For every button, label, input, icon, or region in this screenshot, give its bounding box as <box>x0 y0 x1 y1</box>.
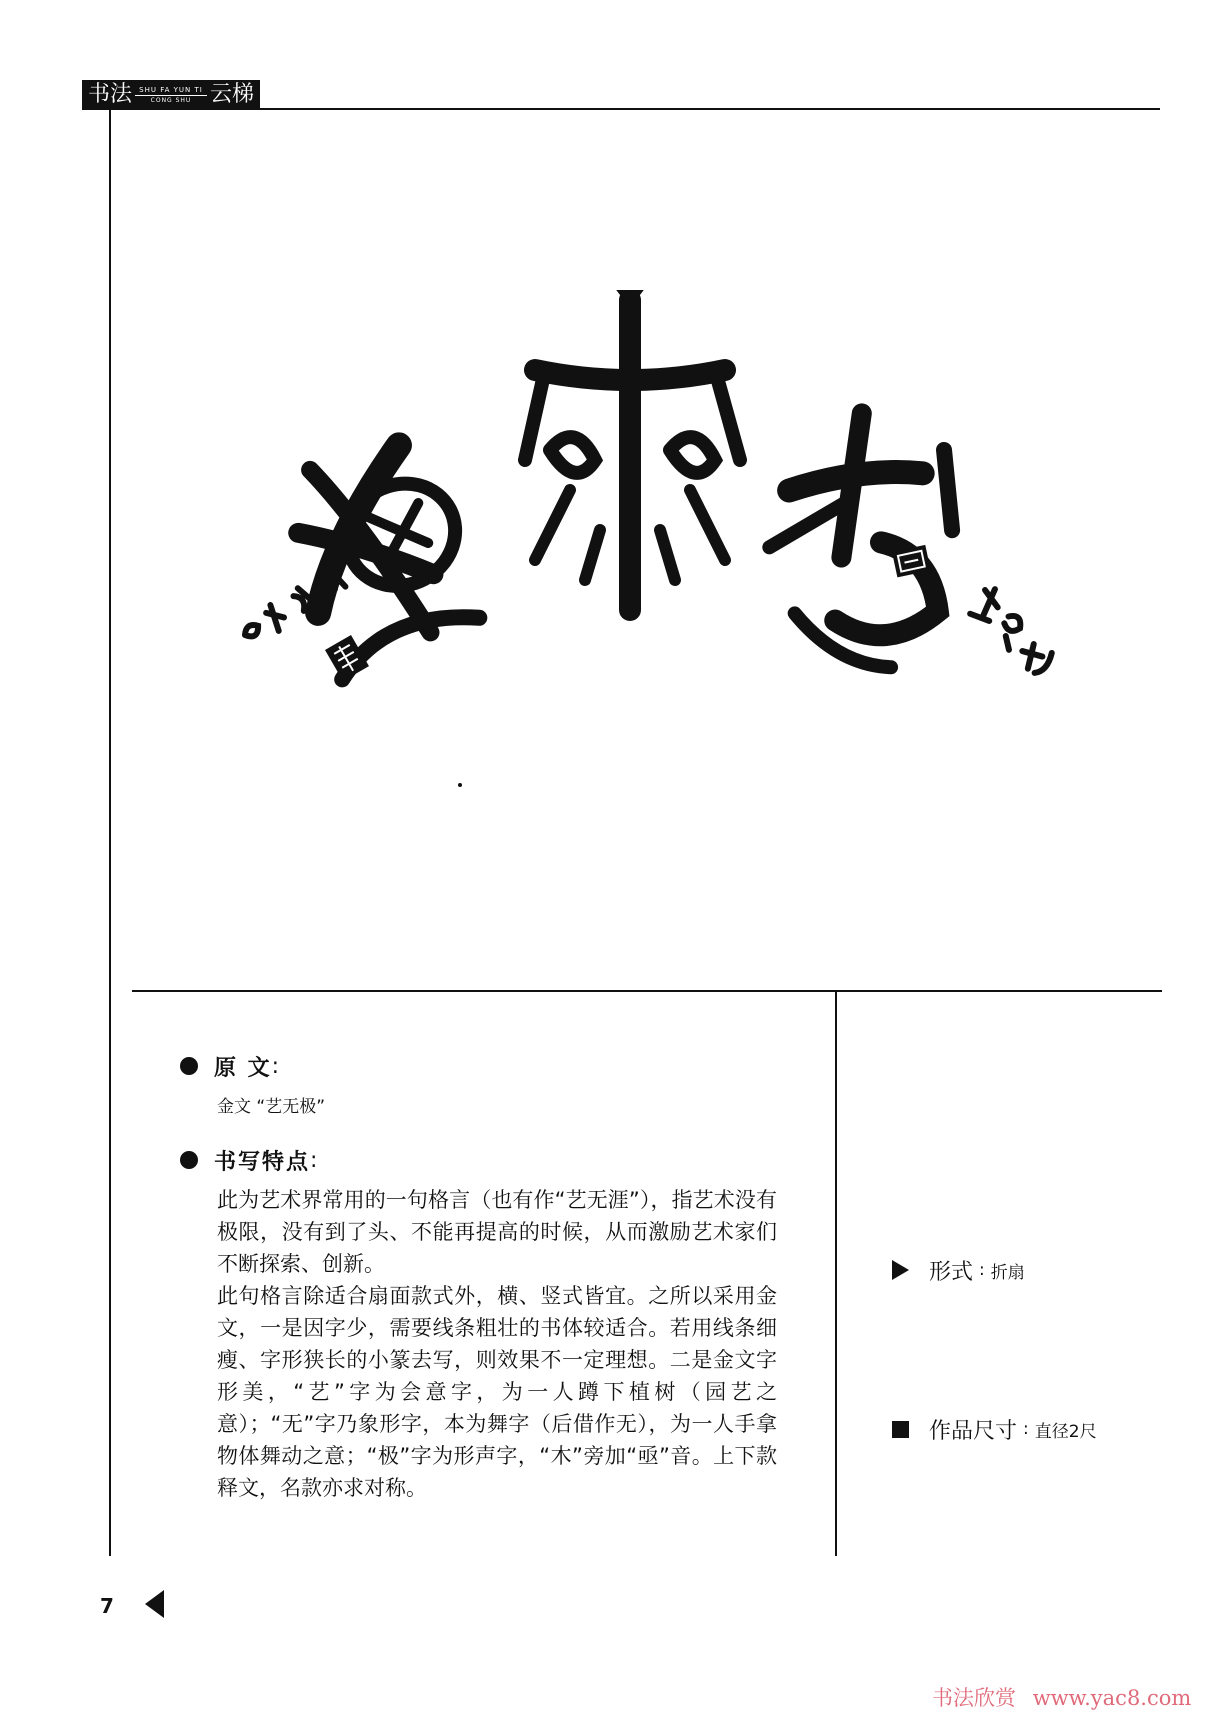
header-rule <box>260 108 1160 110</box>
series-subtitle-line2: CONG SHU <box>150 97 192 104</box>
original-text-heading <box>180 1050 800 1082</box>
triangle-bullet-icon <box>892 1260 909 1280</box>
watermark-name: 书法欣赏 <box>932 1686 1016 1710</box>
writing-features-paragraph-2: 此句格言除适合扇面款式外，横、竖式皆宜。之所以采用金文，一是因字少，需要线条粗壮的书体较适合。若用线条细瘦、字形狭长的小篆去写，则效果不一定理想。二是金文字形美，“艺”字为会意字，为一人蹲下植树（园艺之意）；“无”字乃象形字，本为舞字（后借作无），为一人手拿物体舞动之意；“极”字为形声字，“木”旁加“亟”音。上下款释文，名款亦求对称。 <box>217 1284 777 1500</box>
writing-features-heading <box>180 1144 800 1176</box>
series-subtitle-line1: SHU FA YUN TI <box>139 86 203 94</box>
glyph-ji <box>737 399 999 683</box>
form-value: 折扇 <box>990 1262 1025 1283</box>
series-title-tab <box>82 80 260 110</box>
size-colon: : <box>1023 1419 1029 1439</box>
left-margin-rule <box>109 108 111 1556</box>
bullet-dot-icon <box>180 1151 198 1169</box>
artwork-bottom-rule <box>132 990 1162 992</box>
original-text-content: 金文 “艺无极” <box>217 1097 326 1117</box>
bullet-dot-icon <box>180 1057 198 1075</box>
column-divider <box>835 990 837 1556</box>
original-text-label: 原 文 <box>214 1055 272 1081</box>
heading-colon: : <box>271 1053 280 1079</box>
form-info <box>892 1254 1025 1286</box>
square-bullet-icon <box>892 1421 909 1438</box>
writing-features-section <box>180 1144 800 1504</box>
size-label: 作品尺寸 <box>929 1418 1018 1444</box>
writing-features-paragraph-1: 此为艺术界常用的一句格言（也有作“艺无涯”），指艺术没有极限，没有到了头、不能再提高的时候，从而激励艺术家们不断探索、创新。 <box>217 1188 777 1276</box>
glyph-yi <box>248 421 501 689</box>
series-subtitle <box>135 86 207 104</box>
site-watermark <box>932 1682 1191 1712</box>
original-text-section <box>180 1050 800 1120</box>
series-title-right: 云梯 <box>209 82 254 107</box>
series-title-left: 书法 <box>88 82 133 107</box>
fan-pivot-dot <box>458 783 462 787</box>
form-label: 形式 <box>929 1259 974 1285</box>
heading-colon: : <box>310 1147 318 1173</box>
title-inscription <box>962 585 1067 676</box>
watermark-url: www.yac8.com <box>1032 1686 1192 1710</box>
size-value: 直径2尺 <box>1034 1421 1097 1442</box>
form-colon: : <box>979 1260 985 1280</box>
writing-features-label: 书写特点 <box>214 1149 311 1175</box>
page-marker-triangle-icon <box>145 1590 164 1618</box>
calligraphy-artwork <box>160 290 1160 810</box>
page-number: 7 <box>100 1594 114 1618</box>
subtitle-divider <box>135 95 207 96</box>
glyph-wu <box>525 290 740 610</box>
size-info <box>892 1413 1097 1445</box>
artist-seal-left <box>325 635 369 681</box>
